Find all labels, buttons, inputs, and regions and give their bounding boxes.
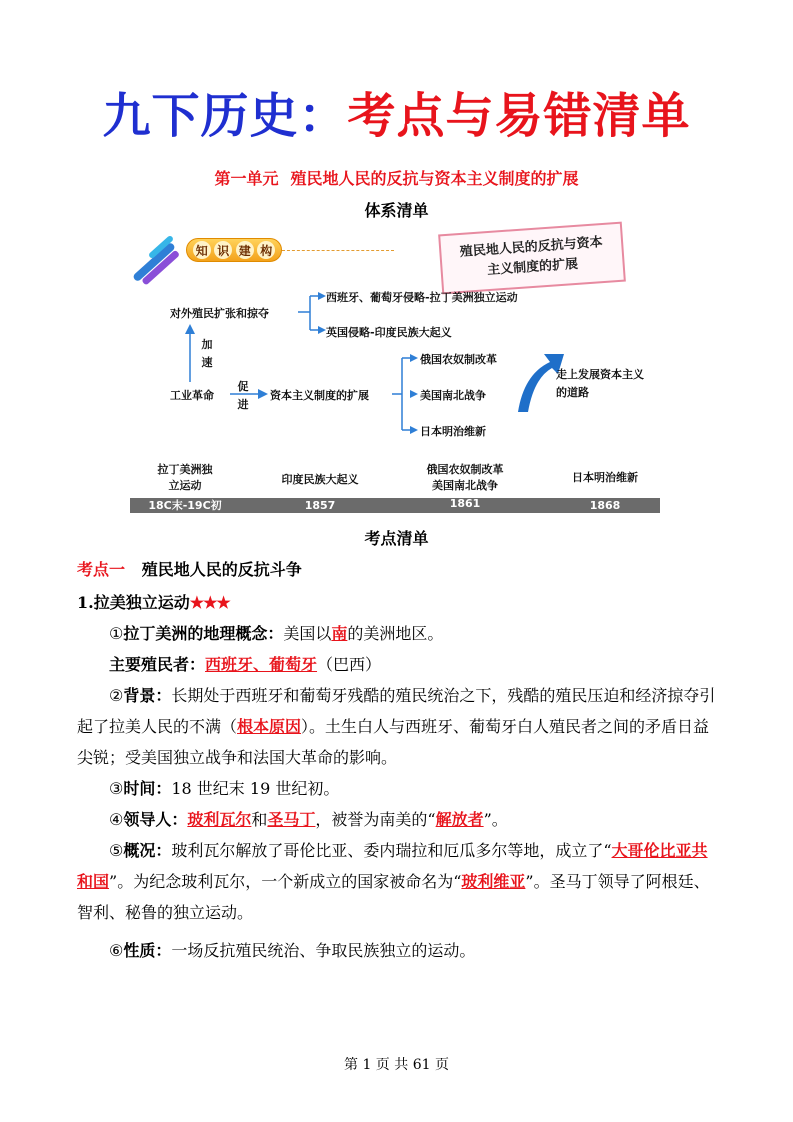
timeline-label-4-line-1: 日本明治维新: [572, 471, 638, 484]
node-japan: 日本明治维新: [420, 425, 486, 438]
p4-text: 18 世纪末 19 世纪初。: [171, 779, 340, 798]
sticker-line-2: 主义制度的扩展: [486, 256, 579, 279]
p6-answer1: 大哥伦比亚共和国: [77, 841, 708, 891]
badge-char-2: 识: [214, 241, 232, 259]
p4-num: ③: [109, 779, 124, 798]
p6-text1: 玻利瓦尔解放了哥伦比亚、委内瑞拉和厄瓜多尔等地，成立了“: [171, 841, 612, 860]
p6-text2: ”。为纪念玻利瓦尔，一个新成立的国家被命名为“: [109, 872, 462, 891]
p3-answer: 根本原因: [237, 717, 302, 736]
p6-num: ⑤: [109, 841, 124, 860]
p7-num: ⑥: [109, 941, 124, 960]
timeline-label-3: [410, 462, 520, 494]
p5-and: 和: [251, 810, 268, 829]
timeline-label-3-line-1: 俄国农奴制改革: [426, 463, 504, 476]
paragraph-nature: [77, 935, 717, 966]
label-promote: 促进: [237, 380, 249, 411]
p6-answer2: 玻利维亚: [461, 872, 526, 891]
unit-topic: 殖民地人民的反抗与资本主义制度的扩展: [290, 169, 579, 188]
paragraph-background: [77, 680, 717, 773]
title-part1: 九下历史：: [102, 88, 348, 144]
label-accelerate: 加速: [201, 338, 213, 369]
exam-point-heading: [77, 557, 302, 580]
timeline-label-1: [130, 462, 240, 494]
p7-text: 一场反抗殖民统治、争取民族独立的运动。: [171, 941, 476, 960]
p1-post: 的美洲地区。: [347, 624, 444, 643]
timeline-label-3-line-2: 美国南北战争: [432, 479, 498, 492]
paragraph-overview: [77, 835, 717, 928]
badge-char-4: 构: [257, 241, 275, 259]
node-russia: 俄国农奴制改革: [420, 353, 497, 366]
timeline-label-4: [550, 470, 660, 486]
expansion-bracket: [298, 296, 320, 330]
p1-pre: 美国以: [283, 624, 332, 643]
p5-label: 领导人：: [123, 810, 188, 829]
p6-label: 概况：: [123, 841, 172, 860]
p3-label: 背景：: [123, 686, 172, 705]
node-usa: 美国南北战争: [420, 389, 486, 402]
knowledge-map: [120, 222, 660, 454]
p2-answer: 西班牙、葡萄牙: [205, 655, 318, 674]
node-britain: 英国侵略-印度民族大起义: [326, 326, 452, 339]
document-title: [0, 86, 793, 146]
unit-number: 第一单元: [214, 169, 279, 188]
capitalism-bracket: [392, 358, 412, 430]
knowledge-badge: [186, 238, 282, 262]
node-expansion: 对外殖民扩张和掠夺: [170, 307, 269, 320]
p5-num: ④: [109, 810, 124, 829]
p1-label: 拉丁美洲的地理概念：: [123, 624, 284, 643]
badge-divider: [282, 250, 394, 251]
paragraph-colonizers: [77, 649, 717, 680]
importance-stars: ★★★: [189, 593, 230, 612]
timeline-year-3: 1861: [449, 497, 481, 510]
node-industrial-revolution: 工业革命: [170, 389, 214, 402]
p3-num: ②: [109, 686, 124, 705]
node-capitalism-expansion: 资本主义制度的扩展: [270, 389, 369, 402]
p6-text3: ”。圣马丁领导了阿根廷、智利、秘鲁的独立运动。: [77, 872, 710, 922]
timeline-year-2: 1857: [304, 499, 336, 512]
item-title: 1.拉美独立运动: [77, 593, 190, 612]
timeline-label-2: [265, 472, 375, 488]
timeline-year-4: 1868: [589, 499, 621, 512]
node-spain-portugal: 西班牙、葡萄牙侵略-拉丁美洲独立运动: [326, 291, 518, 304]
timeline-year-1: 18C末-19C初: [148, 499, 222, 512]
unit-sticker: [438, 222, 626, 295]
exam-list-heading: 考点清单: [364, 529, 429, 548]
badge-char-3: 建: [236, 241, 254, 259]
paragraph-time: [77, 773, 717, 804]
sticker-line-1: 殖民地人民的反抗与资本: [459, 235, 604, 260]
system-list-heading: 体系清单: [364, 201, 429, 220]
exam-point-title: 殖民地人民的反抗斗争: [141, 560, 302, 579]
p5-answer1: 玻利瓦尔: [187, 810, 252, 829]
p4-label: 时间：: [123, 779, 172, 798]
paragraph-geography: [77, 618, 717, 649]
timeline: [130, 462, 660, 514]
node-result: 走上发展资本主义的道路: [556, 368, 644, 399]
p7-label: 性质：: [123, 941, 172, 960]
title-part2: 考点与易错清单: [347, 88, 691, 144]
pencil-icon: [132, 235, 180, 286]
timeline-label-1-line-2: 立运动: [168, 479, 202, 492]
p5-post: ”。: [483, 810, 508, 829]
paragraph-leaders: [77, 804, 717, 835]
exam-point-label: 考点一: [77, 560, 126, 579]
p1-answer: 南: [331, 624, 348, 643]
p5-mid: ，被誉为南美的“: [315, 810, 436, 829]
page-footer: 第 1 页 共 61 页: [344, 1057, 449, 1073]
p5-answer3: 解放者: [435, 810, 484, 829]
badge-char-1: 知: [193, 241, 211, 259]
p2-label: 主要殖民者：: [109, 655, 206, 674]
timeline-label-1-line-1: 拉丁美洲独: [157, 463, 213, 476]
p3-text2: ）。土生白人与西班牙、葡萄牙白人殖民者之间的矛盾日益尖锐；受美国独立战争和法国大革命的影响。: [77, 717, 710, 767]
item-heading: [77, 590, 230, 613]
timeline-label-2-line-1: 印度民族大起义: [281, 473, 359, 486]
p5-answer2: 圣马丁: [267, 810, 316, 829]
p1-num: ①: [109, 624, 124, 643]
p3-text1: 长期处于西班牙和葡萄牙残酷的殖民统治之下，残酷的殖民压迫和经济掠夺引起了拉美人民的不满（: [77, 686, 716, 736]
p2-post: （巴西）: [317, 655, 382, 674]
unit-heading: [0, 166, 793, 189]
